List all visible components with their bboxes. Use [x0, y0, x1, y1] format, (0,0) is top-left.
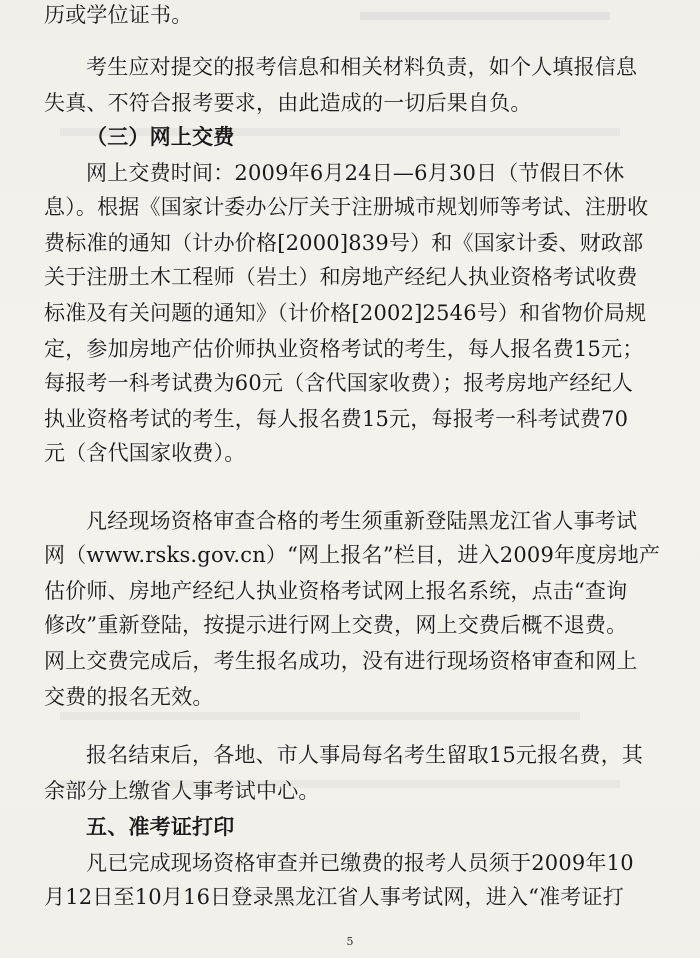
text-line: 关于注册土木工程师（岩土）和房地产经纪人执业资格考试收费 [44, 265, 638, 289]
text-line: 网上交费完成后，考生报名成功，没有进行现场资格审查和网上 [44, 649, 638, 673]
text-line: 估价师、房地产经纪人执业资格考试网上报名系统，点击“查询 [44, 579, 628, 603]
text-line: 凡已完成现场资格审查并已缴费的报考人员须于2009年10 [86, 851, 634, 875]
text-line: 凡经现场资格审查合格的考生须重新登陆黑龙江省人事考试 [86, 509, 638, 533]
text-line: 息）。根据《国家计委办公厅关于注册城市规划师等考试、注册收 [44, 195, 649, 219]
text-line: 报名结束后，各地、市人事局每名考生留取15元报名费，其 [86, 743, 644, 767]
text-line: 网上交费时间：2009年6月24日—6月30日（节假日不休 [86, 161, 625, 185]
text-line: 历或学位证书。 [44, 3, 193, 27]
section-heading: （三）网上交费 [86, 124, 235, 149]
text-line: 修改”重新登陆，按提示进行网上交费，网上交费后概不退费。 [44, 613, 628, 637]
text-line: 执业资格考试的考生，每人报名费15元，每报考一科考试费70 [44, 407, 629, 431]
text-line: 费标准的通知（计办价格[2000]839号）和《国家计委、财政部 [44, 231, 644, 255]
section-heading: 五、准考证打印 [86, 814, 235, 839]
page-number: 5 [346, 935, 354, 948]
text-line: 标准及有关问题的通知》（计价格[2002]2546号）和省物价局规 [44, 301, 647, 325]
text-line: 定，参加房地产估价师执业资格考试的考生，每人报名费15元； [44, 337, 644, 361]
text-line: 交费的报名无效。 [44, 685, 214, 709]
text-line: 元（含代国家收费）。 [44, 441, 246, 465]
text-line: 余部分上缴省人事考试中心。 [44, 779, 320, 803]
text-line: 考生应对提交的报考信息和相关材料负责，如个人填报信息 [86, 55, 638, 79]
text-line: 失真、不符合报考要求，由此造成的一切后果自负。 [44, 91, 532, 115]
text-line: 网（www.rsks.gov.cn）“网上报名”栏目，进入2009年度房地产 [44, 543, 661, 567]
text-line: 每报考一科考试费为60元（含代国家收费）；报考房地产经纪人 [44, 371, 634, 395]
bleed-through-decoration [60, 712, 580, 720]
text-line: 月12日至10月16日登录黑龙江省人事考试网，进入“准考证打 [44, 885, 624, 909]
